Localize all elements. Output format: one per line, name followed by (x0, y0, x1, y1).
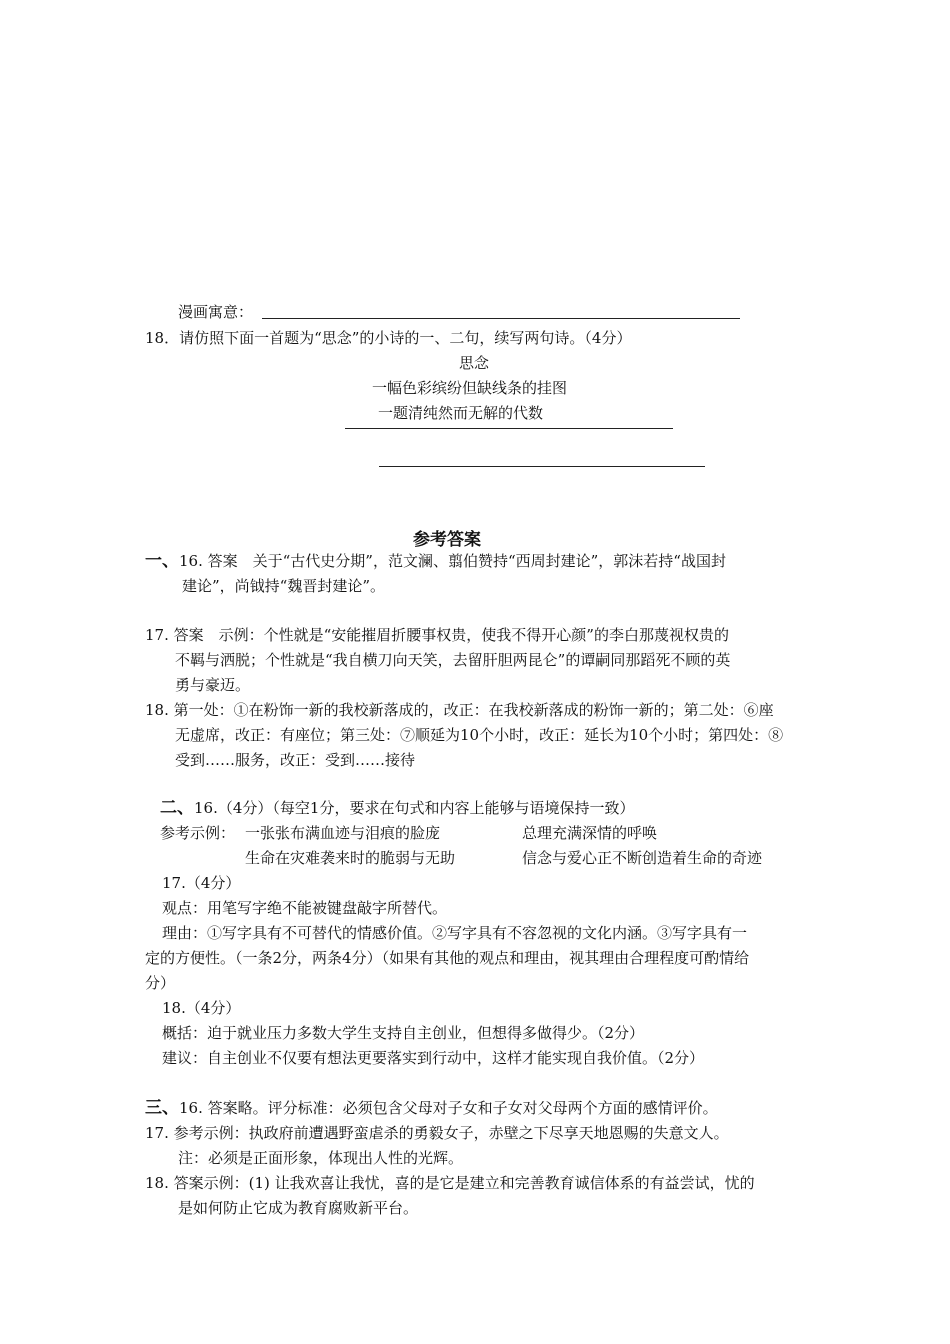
part2-q16-text: 16.（4分）（每空1分，要求在句式和内容上能够与语境保持一致） (194, 799, 635, 817)
part3-q18-line2: 是如何防止它成为教育腐败新平台。 (178, 1199, 419, 1217)
part2-q16-head (160, 798, 634, 818)
part1-q16-line2: 建论”，尚钺持“魏晋封建论”。 (182, 577, 386, 595)
part2-q17-view: 观点：用笔写字绝不能被键盘敲字所替代。 (162, 899, 448, 917)
part2-q18-summary: 概括：迫于就业压力多数大学生支持自主创业，但想得多做得少。（2分） (162, 1024, 645, 1042)
poem-line-1: 一幅色彩缤纷但缺线条的挂图 (372, 379, 568, 397)
comic-meaning-label: 漫画寓意： (178, 303, 254, 321)
part2-example-2: 总理充满深情的呼唤 (522, 824, 658, 842)
part2-q18-head: 18.（4分） (162, 999, 241, 1017)
part3-q17: 17. 参考示例：执政府前遭遇野蛮虐杀的勇毅女子，赤壁之下尽享天地恩赐的失意文人。 (145, 1124, 729, 1142)
poem-blank-line-1 (345, 428, 673, 429)
part1-q16-line1 (145, 551, 726, 571)
question-18-prompt: 18．请仿照下面一首题为“思念”的小诗的一、二句，续写两句诗。（4分） (145, 329, 632, 347)
part3-q16-text: 16. 答案略。评分标准：必须包含父母对子女和子女对父母两个方面的感情评价。 (179, 1099, 718, 1117)
part1-q18-line3: 受到……服务，改正：受到……接待 (175, 751, 416, 769)
part2-q17-reason-1: 理由：①写字具有不可替代的情感价值。②写字具有不容忽视的文化内涵。③写字具有一 (162, 924, 748, 942)
poem-title: 思念 (459, 354, 490, 372)
poem-blank-line-2 (379, 466, 705, 467)
part1-q17-line3: 勇与豪迈。 (175, 676, 251, 694)
part2-example-1: 一张张布满血迹与泪痕的脸庞 (245, 824, 441, 842)
part2-q17-reason-3: 分） (145, 974, 176, 992)
part3-q16 (145, 1098, 718, 1118)
part2-q17-head: 17.（4分） (162, 874, 241, 892)
part2-example-3: 生命在灾难袭来时的脆弱与无助 (245, 849, 456, 867)
part1-q17-line1: 17. 答案 示例：个性就是“安能摧眉折腰事权贵，使我不得开心颜”的李白那蔑视权贵的 (145, 626, 729, 644)
part1-label: 一、 (145, 551, 179, 571)
part1-q17-line2: 不羁与洒脱；个性就是“我自横刀向天笑，去留肝胆两昆仑”的谭嗣同那蹈死不顾的英 (175, 651, 731, 669)
part3-label: 三、 (145, 1098, 179, 1118)
comic-answer-line (262, 318, 740, 319)
part2-example-label: 参考示例： (160, 824, 236, 842)
part3-q17-note: 注：必须是正面形象，体现出人性的光辉。 (178, 1149, 464, 1167)
part2-q17-reason-2: 定的方便性。（一条2分，两条4分）（如果有其他的观点和理由，视其理由合理程度可酌情给 (145, 949, 750, 967)
part2-q18-advice: 建议：自主创业不仅要有想法更要落实到行动中，这样才能实现自我价值。（2分） (162, 1049, 705, 1067)
part3-q18-line1: 18. 答案示例：(1) 让我欢喜让我忧，喜的是它是建立和完善教育诚信体系的有益尝试，忧的 (145, 1174, 755, 1192)
answers-title: 参考答案 (413, 530, 481, 550)
part2-example-4: 信念与爱心正不断创造着生命的奇迹 (522, 849, 763, 867)
poem-line-2: 一题清纯然而无解的代数 (378, 404, 544, 422)
part2-label: 二、 (160, 798, 194, 818)
part1-q18-line1: 18. 第一处：①在粉饰一新的我校新落成的，改正：在我校新落成的粉饰一新的；第二处：⑥座 (145, 701, 774, 719)
part1-q16-text: 16. 答案 关于“古代史分期”，范文澜、翦伯赞持“西周封建论”，郭沫若持“战国封 (179, 552, 726, 570)
part1-q18-line2: 无虚席，改正：有座位；第三处：⑦顺延为10个小时，改正：延长为10个小时；第四处：⑧ (175, 726, 784, 744)
